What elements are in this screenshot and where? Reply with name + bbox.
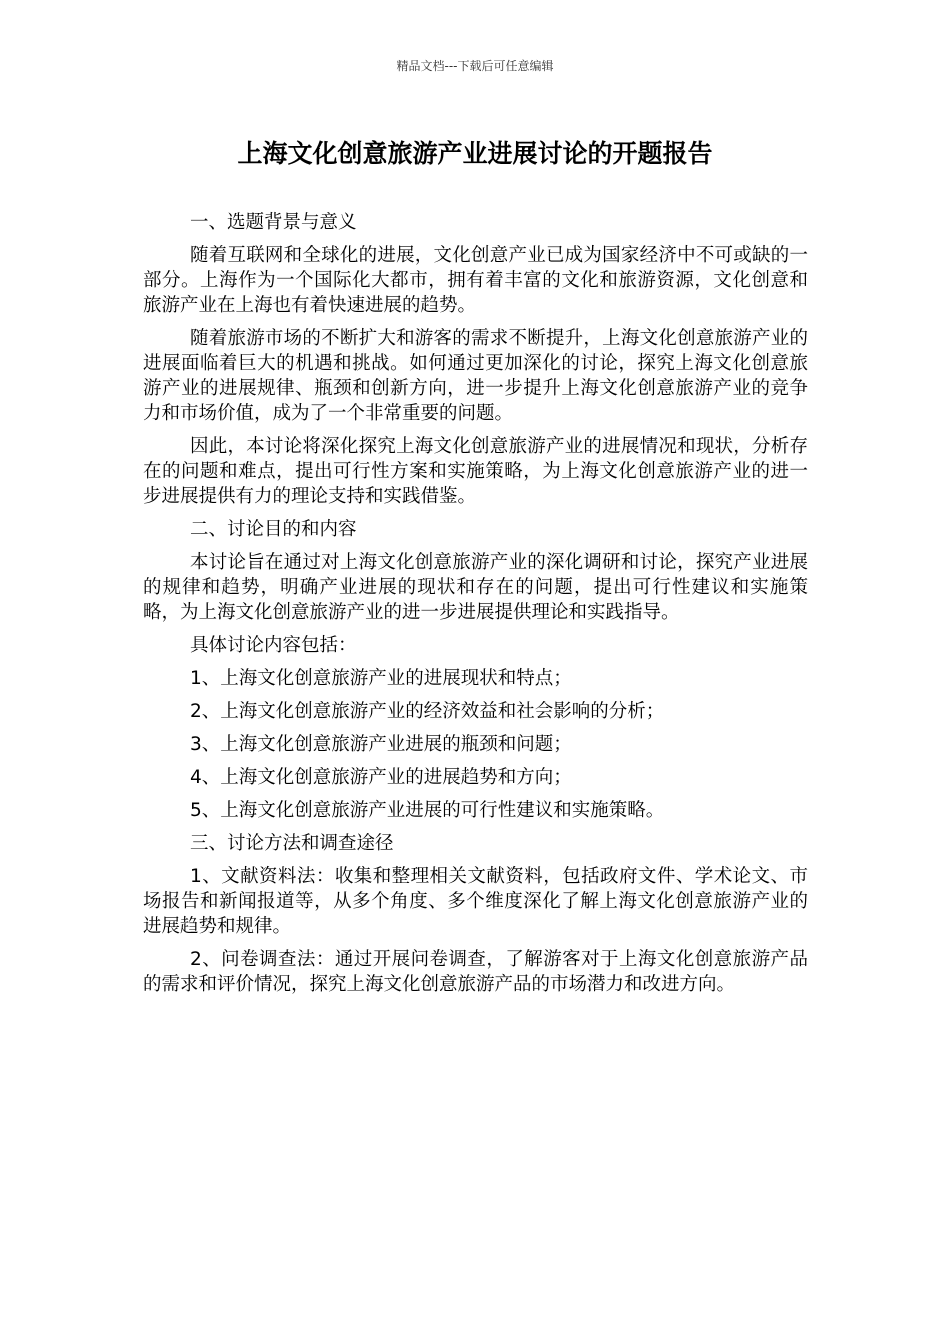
body-paragraph: 因此，本讨论将深化探究上海文化创意旅游产业的进展情况和现状，分析存在的问题和难点，提出可行性方案和实施策略，为上海文化创意旅游产业的进一步进展提供有力的理论支持和实践借鉴。 [143,436,808,507]
list-item: 1、上海文化创意旅游产业的进展现状和特点； [190,668,572,689]
body-paragraph: 随着互联网和全球化的进展，文化创意产业已成为国家经济中不可或缺的一部分。上海作为一个国际化大都市，拥有着丰富的文化和旅游资源，文化创意和旅游产业在上海也有着快速进展的趋势。 [143,245,808,316]
list-item: 2、上海文化创意旅游产业的经济效益和社会影响的分析； [190,701,665,722]
list-item: 5、上海文化创意旅游产业进展的可行性建议和实施策略。 [190,800,665,821]
list-item: 4、上海文化创意旅游产业的进展趋势和方向； [190,767,572,788]
section-heading-background: 一、选题背景与意义 [190,212,357,233]
body-paragraph: 本讨论旨在通过对上海文化创意旅游产业的深化调研和讨论，探究产业进展的规律和趋势，明确产业进展的现状和存在的问题，提出可行性建议和实施策略，为上海文化创意旅游产业的进一步进展提供理论和实践指导。 [143,552,808,623]
body-paragraph: 随着旅游市场的不断扩大和游客的需求不断提升，上海文化创意旅游产业的进展面临着巨大的机遇和挑战。如何通过更加深化的讨论，探究上海文化创意旅游产业的进展规律、瓶颈和创新方向，进一步提升上海文化创意旅游产业的竞争力和市场价值，成为了一个非常重要的问题。 [143,328,808,424]
section-heading-methods: 三、讨论方法和调查途径 [190,833,394,854]
method-paragraph: 2、问卷调查法：通过开展问卷调查，了解游客对于上海文化创意旅游产品的需求和评价情况，探究上海文化创意旅游产品的市场潜力和改进方向。 [143,949,808,995]
list-item: 3、上海文化创意旅游产业进展的瓶颈和问题； [190,734,572,755]
header-note: 精品文档---下载后可任意编辑 [396,59,554,73]
section-heading-purpose: 二、讨论目的和内容 [190,519,357,540]
document-title: 上海文化创意旅游产业进展讨论的开题报告 [237,139,713,168]
document-body [143,210,808,1005]
method-paragraph: 1、文献资料法：收集和整理相关文献资料，包括政府文件、学术论文、市场报告和新闻报道等，从多个角度、多个维度深化了解上海文化创意旅游产业的进展趋势和规律。 [143,866,808,937]
list-intro: 具体讨论内容包括： [190,635,357,656]
